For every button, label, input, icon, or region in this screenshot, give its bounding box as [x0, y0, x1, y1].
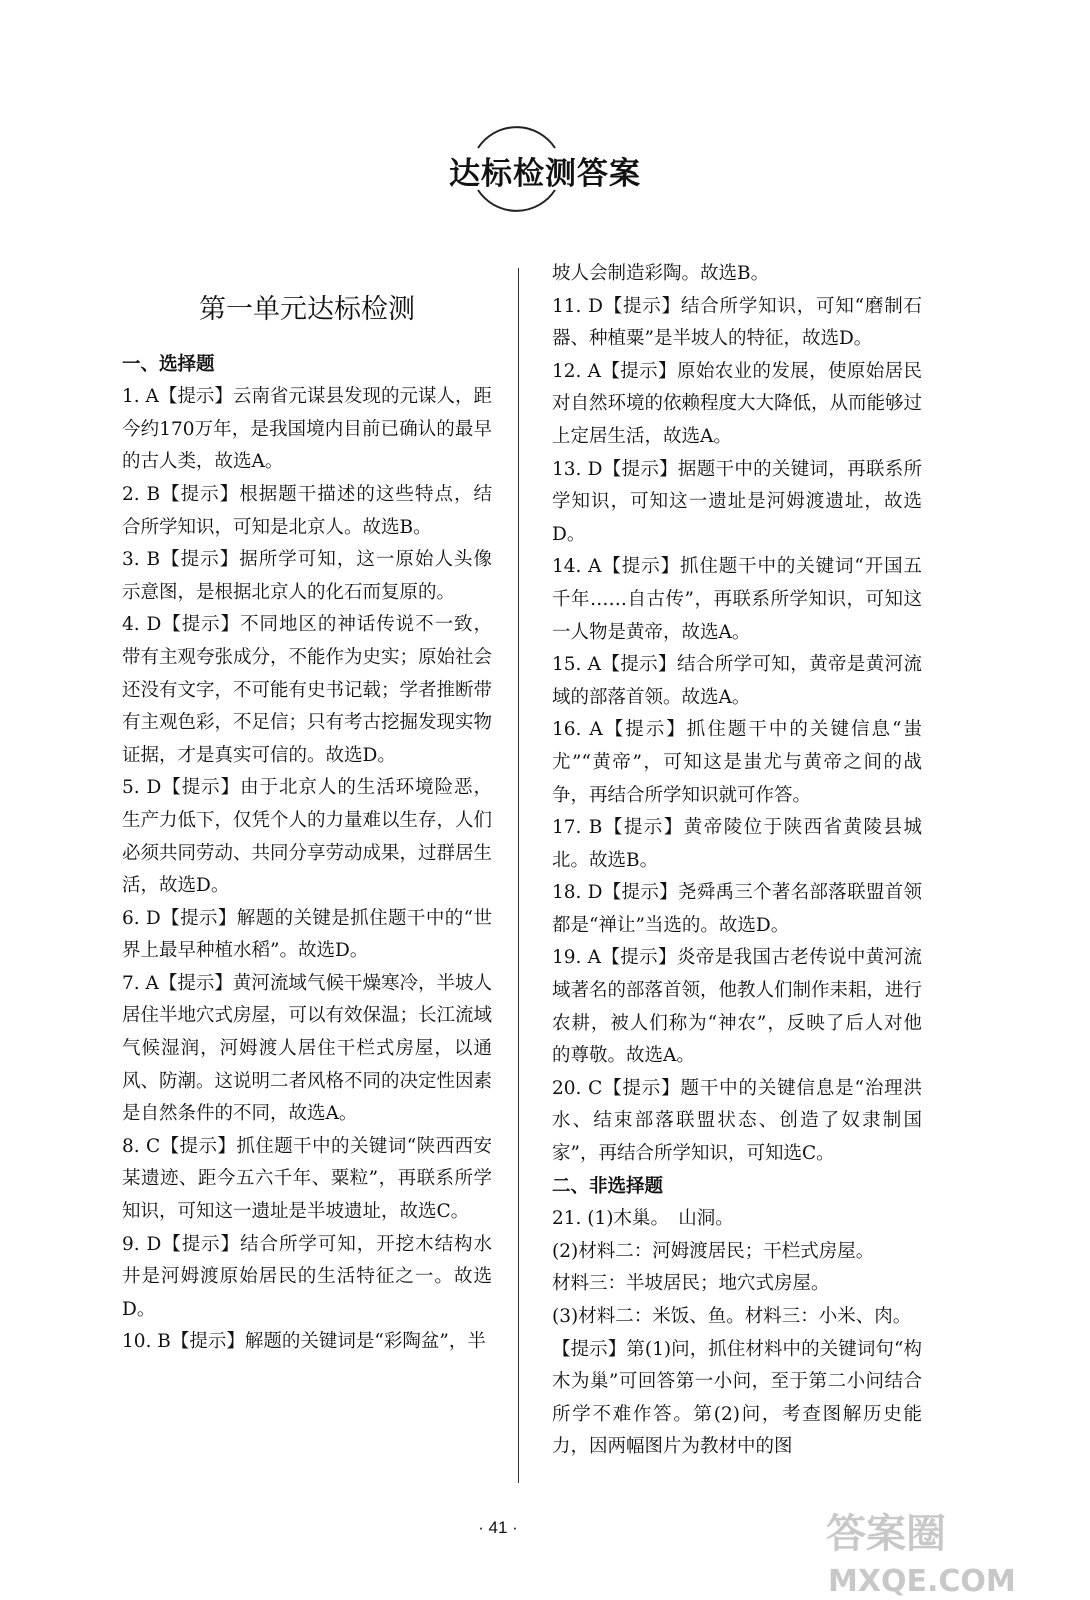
answer-item: 15. A【提示】结合所学可知，黄帝是黄河流域的部落首领。故选A。: [552, 654, 922, 708]
answer-item: 16. A【提示】抓住题干中的关键信息“蚩尤”“黄帝”，可知这是蚩尤与黄帝之间的战争，再结合所学知识就可作答。: [552, 719, 922, 806]
answer-item: 9. D【提示】结合所学可知，开挖木结构水井是河姆渡原始居民的生活特征之一。故选D。: [122, 1233, 492, 1320]
answer-item: 12. A【提示】原始农业的发展，使原始居民对自然环境的依赖程度大大降低，从而能够过上定居生活，故选A。: [552, 360, 923, 447]
page-number: · 41 ·: [478, 1518, 518, 1537]
answer-item: 【提示】第(1)问，抓住材料中的关键词句“构木为巢”可回答第一小问，至于第二小问结合所学不难作答。第(2)问，考查图解历史能力，因两幅图片为教材中的图: [552, 1338, 922, 1458]
answer-item: 6. D【提示】解题的关键是抓住题干中的“世界上最早种植水稻”。故选D。: [122, 907, 492, 962]
page-title: 达标检测答案: [449, 156, 641, 192]
answer-item: 17. B【提示】黄帝陵位于陕西省黄陵县城北。故选B。: [552, 817, 922, 871]
answer-item: 3. B【提示】据所学可知，这一原始人头像示意图，是根据北京人的化石而复原的。: [122, 549, 492, 603]
answer-item: 1. A【提示】云南省元谋县发现的元谋人，距今约170万年，是我国境内目前已确认的最早的古人类，故选A。: [122, 386, 492, 473]
answer-item: 21. (1)木巢。 山洞。: [552, 1208, 734, 1230]
answer-item: (2)材料二：河姆渡居民；干栏式房屋。: [552, 1240, 875, 1262]
watermark-logo: [818, 1495, 1016, 1600]
unit-title: 第一单元达标检测: [199, 294, 415, 325]
answer-item: 20. C【提示】题干中的关键信息是“治理洪水、结束部落联盟状态、创造了奴隶制国家”，再结合所学知识，可知选C。: [552, 1077, 922, 1165]
answer-item: 18. D【提示】尧舜禹三个著名部落联盟首领都是“禅让”当选的。故选D。: [552, 882, 922, 936]
answer-item: 5. D【提示】由于北京人的生活环境险恶，生产力低下，仅凭个人的力量难以生存，人们必须共同劳动、共同分享劳动成果，过群居生活，故选D。: [122, 777, 493, 897]
answer-item: 10. B【提示】解题的关键词是“彩陶盆”，半: [122, 1331, 486, 1353]
section-heading: 一、选择题: [122, 353, 215, 375]
answer-item: 7. A【提示】黄河流域气候干燥寒冷，半坡人居住半地穴式房屋，可以有效保温；长江流域气候湿润，河姆渡人居住干栏式房屋，以通风、防潮。这说明二者风格不同的决定性因素是自然条件的不同，故选A。: [122, 972, 493, 1125]
right-column: [552, 258, 922, 1464]
svg-text:MXQE.COM: MXQE.COM: [828, 1564, 1016, 1599]
answer-item: 2. B【提示】根据题干描述的这些特点，结合所学知识，可知是北京人。故选B。: [122, 483, 492, 538]
answer-item: 8. C【提示】抓住题干中的关键词“陕西西安某遗迹、距今五六千年、粟粒”，再联系所学知识，可知这一遗址是半坡遗址，故选C。: [122, 1135, 492, 1223]
svg-text:答案圈: 答案圈: [826, 1511, 946, 1557]
answer-item: (3)材料二：米饭、鱼。材料三：小米、肉。: [552, 1306, 912, 1327]
answer-item: 14. A【提示】抓住题干中的关键词“开国五千年……自古传”，再联系所学知识，可知这一人物是黄帝，故选A。: [552, 556, 922, 643]
answer-item: 4. D【提示】不同地区的神话传说不一致，带有主观夸张成分，不能作为史实；原始社会还没有文字，不可能有史书记载；学者推断带有主观色彩，不足信；只有考古挖掘发现实物证据，才是真实可信的。故选D。: [122, 614, 493, 766]
answer-item: 坡人会制造彩陶。故选B。: [552, 263, 770, 284]
answer-item: 19. A【提示】炎帝是我国古老传说中黄河流域著名的部落首领，他教人们制作耒耜，进行农耕，被人们称为“神农”，反映了后人对他的尊敬。故选A。: [552, 947, 923, 1067]
answer-item: 材料三：半坡居民；地穴式房屋。: [552, 1273, 830, 1295]
section-heading: 二、非选择题: [552, 1175, 664, 1197]
column-divider: [518, 268, 519, 1483]
answer-item: 11. D【提示】结合所学知识，可知“磨制石器、种植粟”是半坡人的特征，故选D。: [552, 295, 922, 350]
answer-item: 13. D【提示】据题干中的关键词，再联系所学知识，可知这一遗址是河姆渡遗址，故选D。: [552, 458, 922, 545]
left-column: [122, 258, 492, 1359]
